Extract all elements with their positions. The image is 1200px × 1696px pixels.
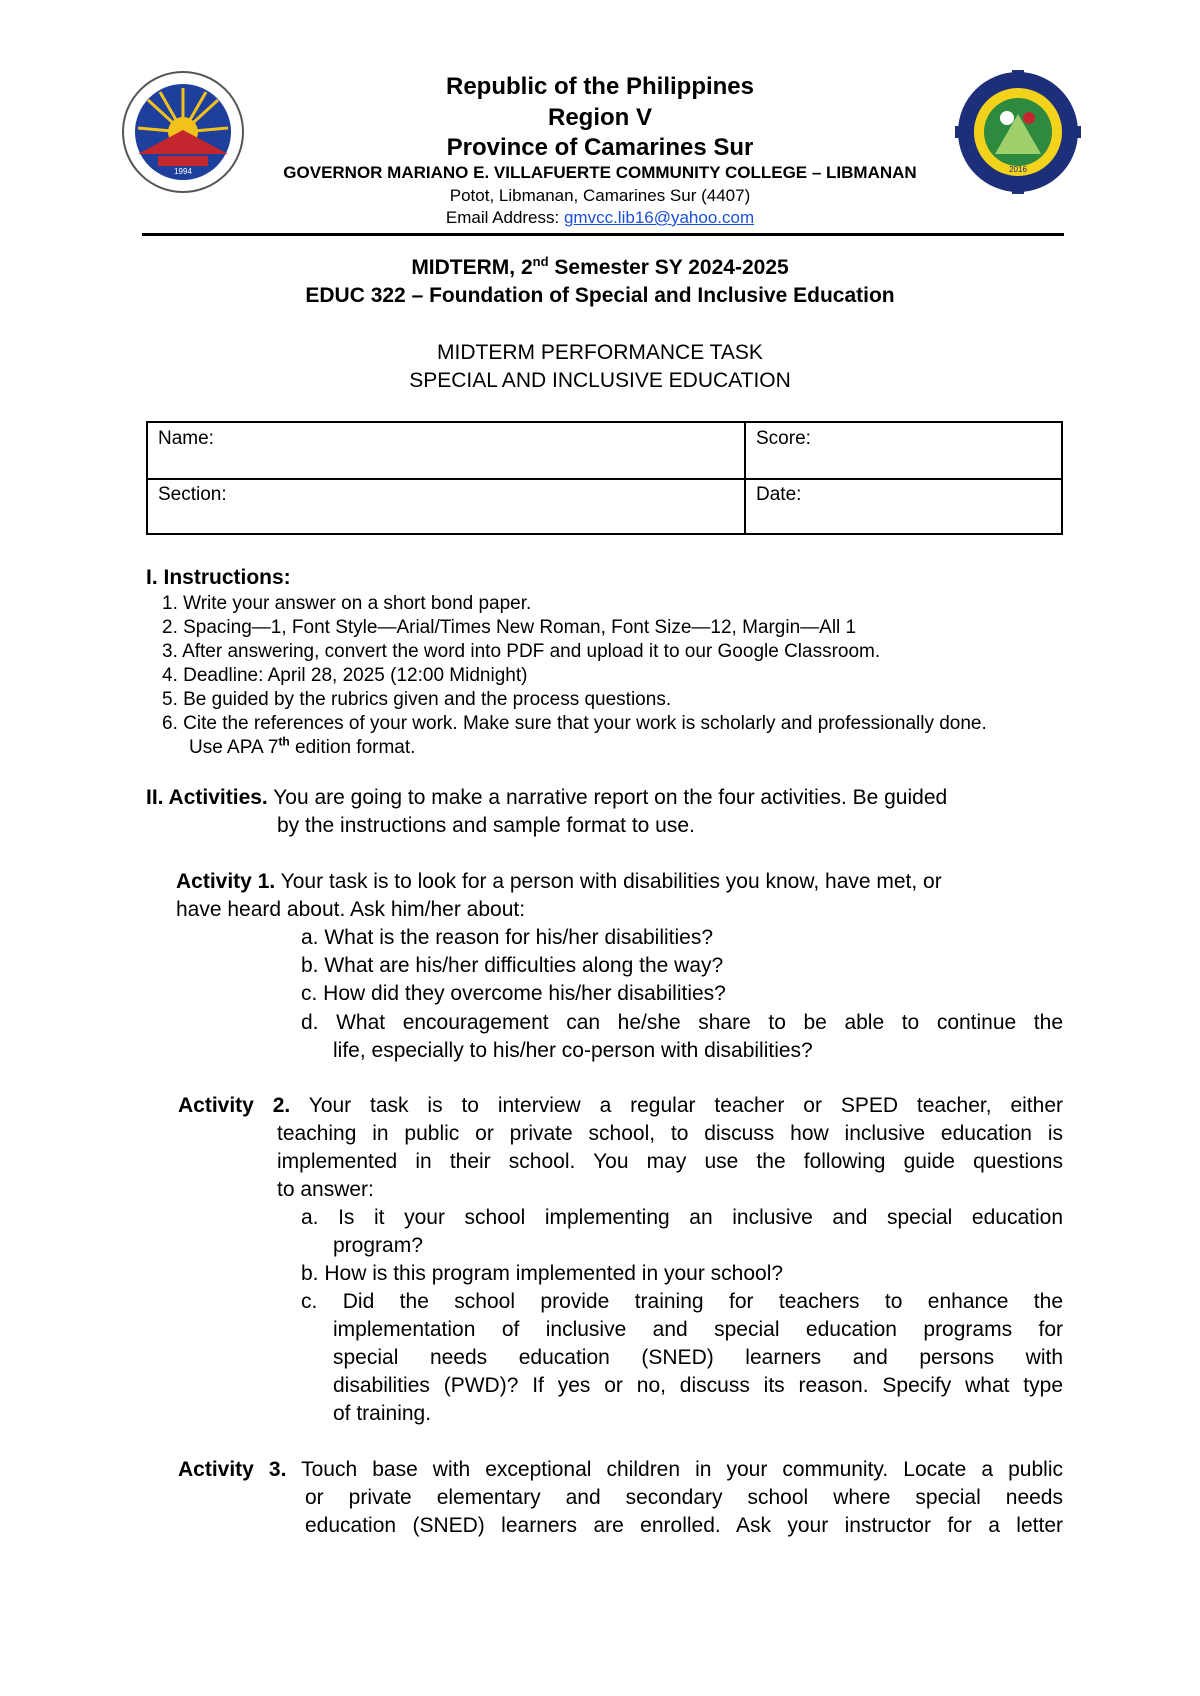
table-row-divider — [148, 478, 1061, 480]
activity-1-label: Activity 1. — [176, 870, 276, 893]
task-subtitle: SPECIAL AND INCLUSIVE EDUCATION — [409, 369, 791, 392]
svg-text:1994: 1994 — [174, 167, 192, 176]
school-name: GOVERNOR MARIANO E. VILLAFUERTE COMMUNITY COLLEGE – LIBMANAN — [283, 163, 917, 182]
activity-1-question: c. How did they overcome his/her disabilities? — [301, 982, 726, 1005]
instruction-item: 5. Be guided by the rubrics given and the process questions. — [162, 689, 672, 710]
section-field-label: Section: — [158, 484, 227, 505]
activity-2-question-continued: program? — [333, 1234, 423, 1257]
activity-1-text: have heard about. Ask him/her about: — [176, 898, 526, 921]
instructions-heading: I. Instructions: — [146, 566, 291, 589]
activity-2-question-continued: implementation of inclusive and special education programs for — [333, 1318, 1063, 1341]
school-address: Potot, Libmanan, Camarines Sur (4407) — [449, 186, 751, 205]
activity-2-question: c. Did the school provide training for teachers to enhance the — [301, 1290, 1063, 1313]
course-title: EDUC 322 – Foundation of Special and Inclusive Education — [305, 284, 895, 307]
term-title: MIDTERM, 2nd Semester SY 2024-2025 — [411, 254, 789, 279]
date-field-label: Date: — [756, 484, 802, 505]
province-heading: Province of Camarines Sur — [446, 134, 754, 161]
activity-2-question: b. How is this program implemented in your school? — [301, 1262, 784, 1285]
activities-intro-continued: by the instructions and sample format to use. — [277, 814, 695, 837]
activity-2-question-continued: special needs education (SNED) learners and persons with — [333, 1346, 1063, 1369]
table-column-divider — [744, 423, 746, 533]
task-title: MIDTERM PERFORMANCE TASK — [437, 341, 763, 364]
activity-2-question: a. Is it your school implementing an inclusive and special education — [301, 1206, 1063, 1229]
activity-2-label: Activity 2. — [178, 1094, 291, 1117]
activity-2-question-continued: of training. — [333, 1402, 432, 1425]
email-line — [200, 207, 1000, 229]
instruction-item-continued: Use APA 7th edition format. — [189, 734, 416, 758]
activity-1-question-continued: life, especially to his/her co-person with disabilities? — [333, 1039, 813, 1062]
email-label: Email Address: — [445, 208, 564, 227]
instruction-item: 1. Write your answer on a short bond paper. — [162, 593, 532, 614]
activity-3-text: or private elementary and secondary school where special needs — [305, 1486, 1063, 1509]
instruction-item: 2. Spacing—1, Font Style—Arial/Times New Roman, Font Size—12, Margin—All 1 — [162, 617, 857, 638]
instruction-item: 6. Cite the references of your work. Make sure that your work is scholarly and professionally done. — [162, 713, 987, 734]
activity-1-question: d. What encouragement can he/she share to be able to continue the — [301, 1011, 1063, 1034]
activity-2-question-continued: disabilities (PWD)? If yes or no, discuss its reason. Specify what type — [333, 1374, 1063, 1397]
activities-heading: II. Activities. — [146, 786, 268, 809]
activity-1-question: b. What are his/her difficulties along the way? — [301, 954, 724, 977]
activity-2-text: implemented in their school. You may use the following guide questions — [277, 1150, 1063, 1173]
activity-3-text: education (SNED) learners are enrolled. Ask your instructor for a letter — [305, 1514, 1063, 1537]
header-divider — [142, 233, 1064, 236]
name-field-label: Name: — [158, 428, 214, 449]
activity-2-text: teaching in public or private school, to discuss how inclusive education is — [277, 1122, 1063, 1145]
score-field-label: Score: — [756, 428, 811, 449]
svg-text:2016: 2016 — [1009, 165, 1027, 174]
activity-2-text: to answer: — [277, 1178, 374, 1201]
activity-3-text: Activity 3. Touch base with exceptional children in your community. Locate a public — [178, 1458, 1063, 1481]
activities-intro: II. Activities. You are going to make a narrative report on the four activities. Be guided — [146, 786, 948, 809]
activity-3-label: Activity 3. — [178, 1458, 287, 1481]
instruction-item: 3. After answering, convert the word into PDF and upload it to our Google Classroom. — [162, 641, 881, 662]
student-info-table — [146, 421, 1063, 535]
region-heading: Region V — [547, 104, 652, 131]
activity-2-text: Activity 2. Your task is to interview a regular teacher or SPED teacher, either — [178, 1094, 1063, 1117]
email-link[interactable]: gmvcc.lib16@yahoo.com — [563, 208, 755, 227]
instruction-item: 4. Deadline: April 28, 2025 (12:00 Midnight) — [162, 665, 528, 686]
activity-1-question: a. What is the reason for his/her disabilities? — [301, 926, 714, 949]
activity-1-text: Activity 1. Your task is to look for a person with disabilities you know, have met, or — [176, 870, 942, 893]
country-heading: Republic of the Philippines — [445, 73, 754, 100]
